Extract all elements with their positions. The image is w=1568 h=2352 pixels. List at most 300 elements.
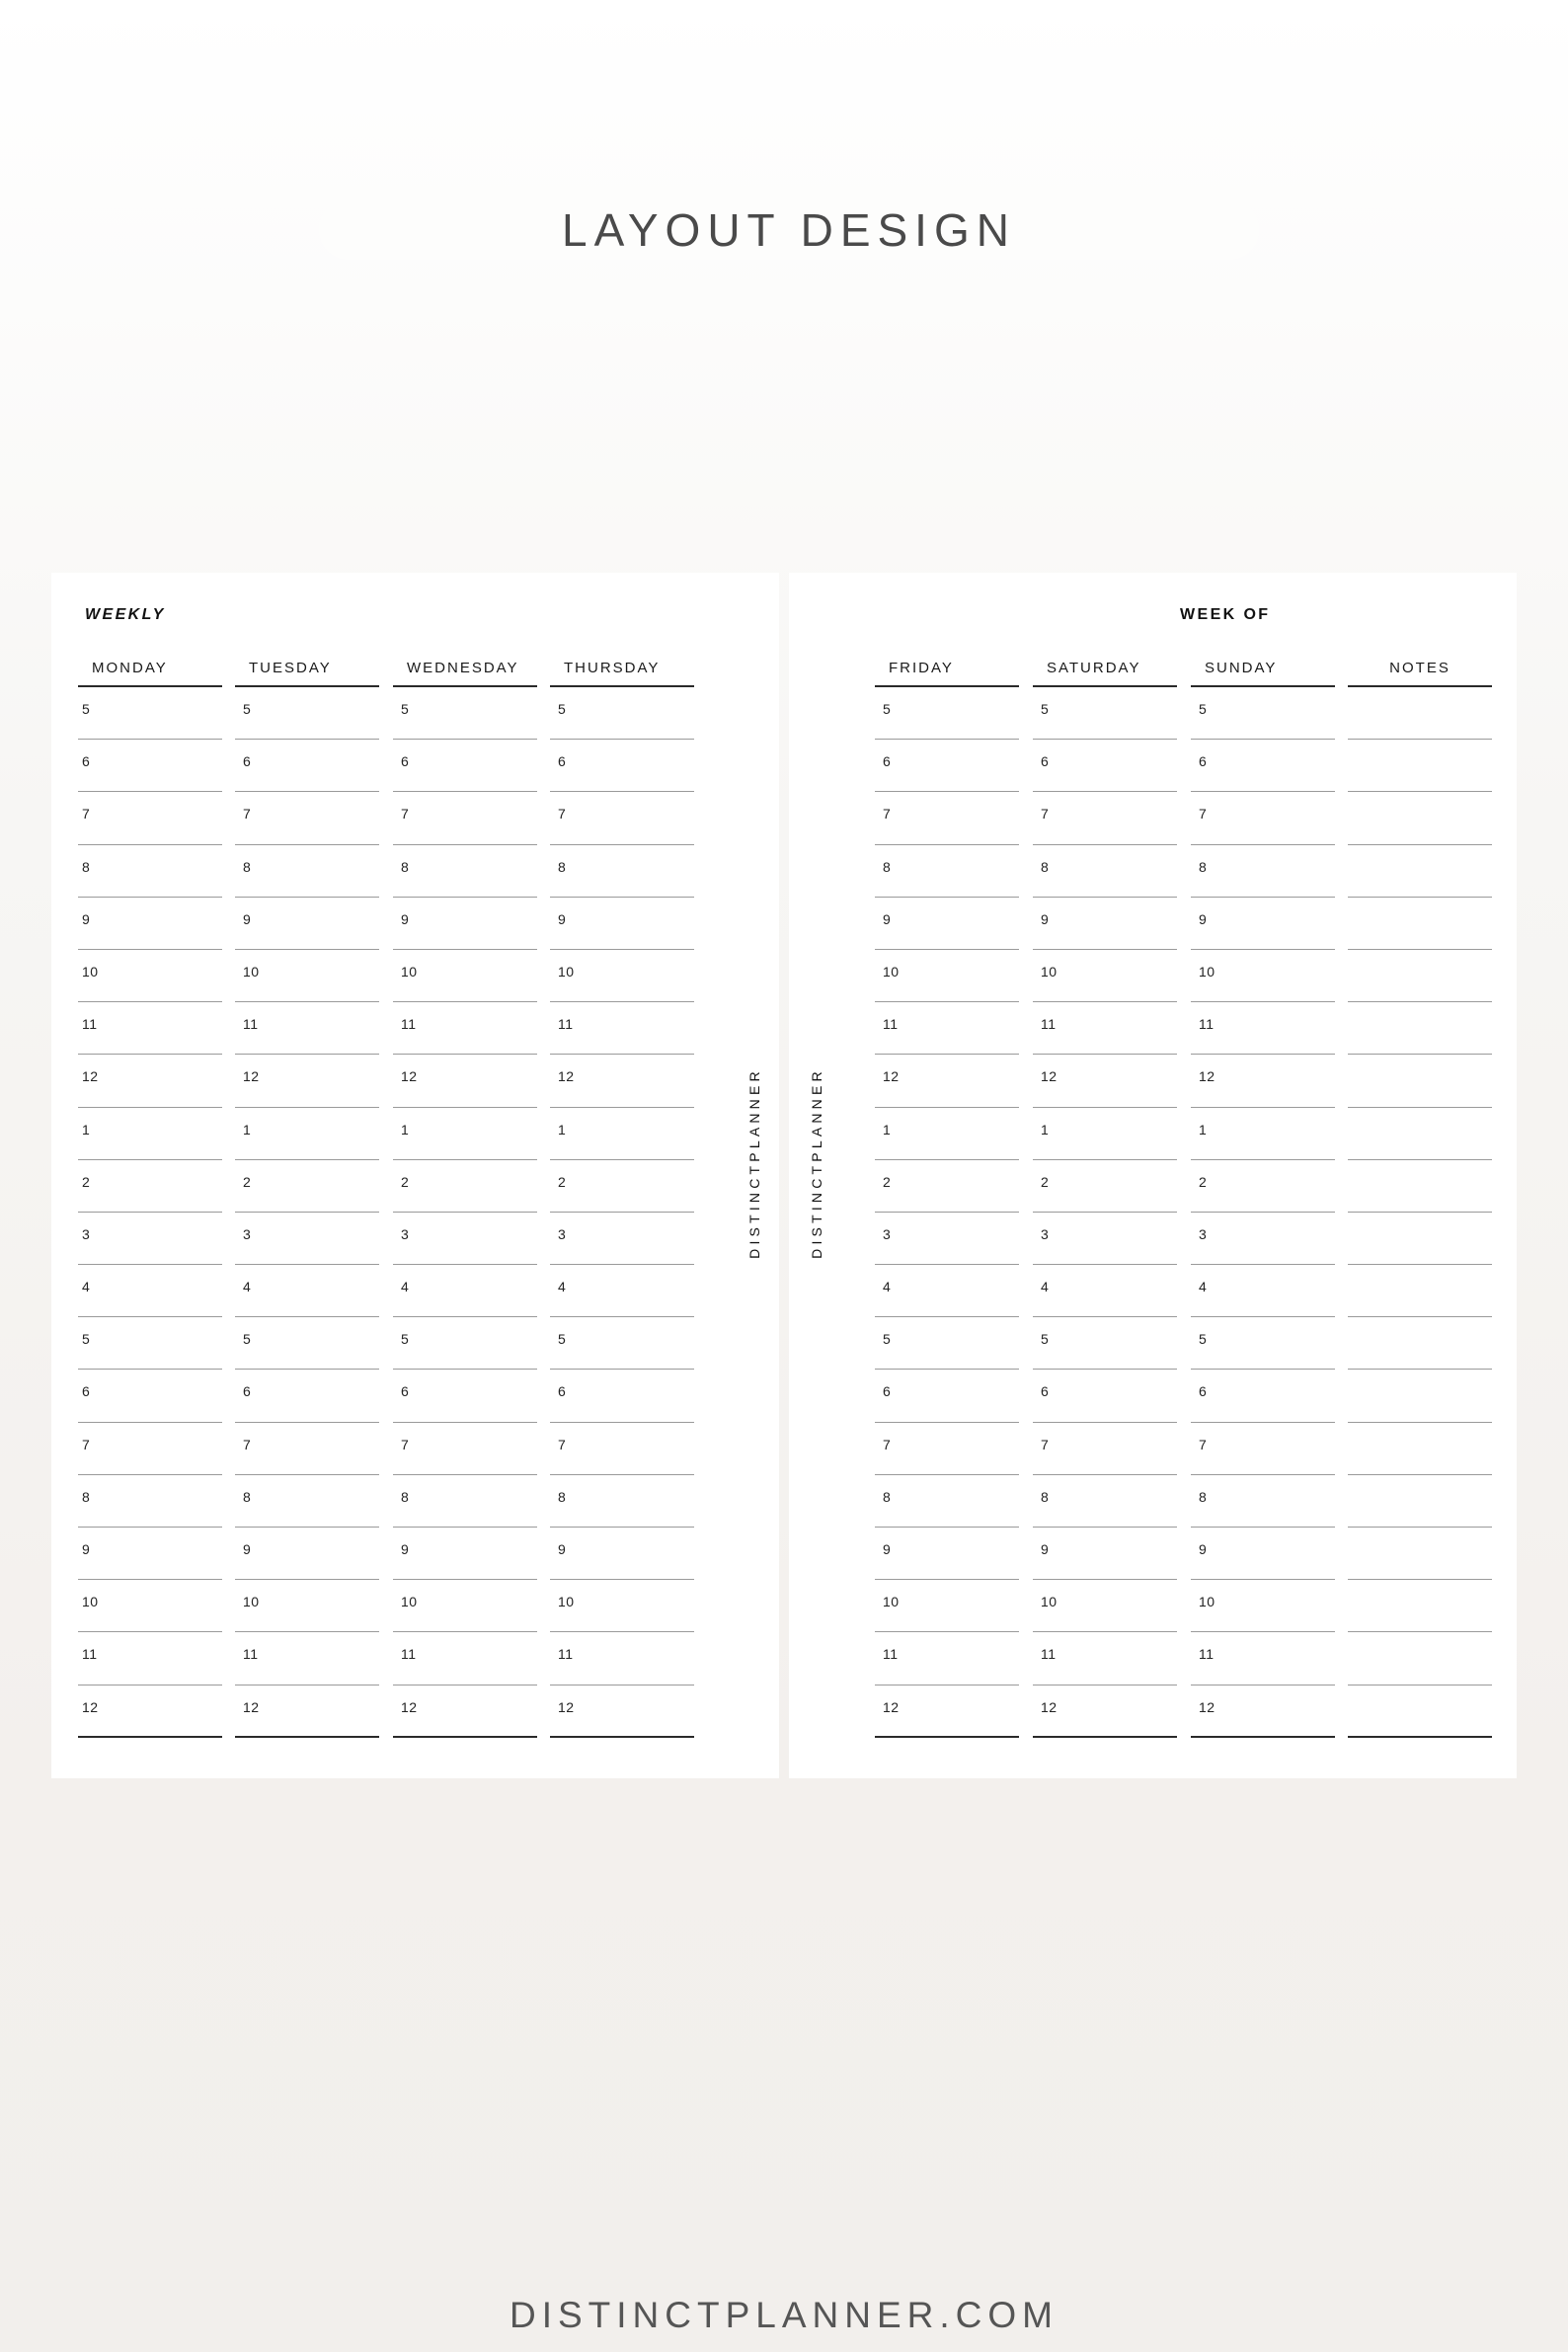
hour-label: 11 [883, 1646, 899, 1663]
hour-row [550, 1423, 694, 1475]
hour-label: 8 [243, 858, 252, 875]
hour-label: 6 [82, 1383, 91, 1400]
hour-label: 1 [82, 1121, 91, 1137]
hour-row [1033, 1265, 1177, 1317]
hour-row [393, 1160, 537, 1213]
hour-label: 2 [883, 1173, 892, 1190]
hour-row [550, 740, 694, 792]
hour-row [1033, 687, 1177, 740]
hour-row [550, 1265, 694, 1317]
hour-row [875, 898, 1019, 950]
hour-list [393, 687, 537, 1738]
hour-label: 12 [883, 1068, 900, 1085]
hour-row [78, 845, 222, 898]
hour-row [875, 1632, 1019, 1685]
hour-row [875, 1002, 1019, 1055]
hour-row [393, 687, 537, 740]
hour-row [1348, 1580, 1492, 1632]
hour-label: 5 [82, 1331, 91, 1348]
hour-label: 5 [883, 1331, 892, 1348]
hour-label: 3 [82, 1225, 91, 1242]
hour-row [1033, 1002, 1177, 1055]
hour-row [550, 1475, 694, 1528]
hour-row [875, 1475, 1019, 1528]
hour-row [393, 1632, 537, 1685]
hour-label: 11 [1199, 1646, 1215, 1663]
hour-row [235, 792, 379, 844]
hour-label: 11 [401, 1646, 417, 1663]
hour-label: 10 [883, 1594, 900, 1610]
hour-row [78, 898, 222, 950]
hour-list [550, 687, 694, 1738]
hour-label: 9 [243, 910, 252, 927]
hour-row [78, 687, 222, 740]
day-header: TUESDAY [235, 660, 379, 687]
hour-row [78, 1528, 222, 1580]
hour-label: 5 [401, 701, 410, 717]
hour-row [393, 950, 537, 1002]
hour-row [1033, 950, 1177, 1002]
hour-row [1033, 898, 1177, 950]
hour-row [393, 898, 537, 950]
footer-website: DISTINCTPLANNER.COM [510, 2295, 1058, 2335]
hour-label: 7 [243, 1436, 252, 1452]
hour-row [1033, 740, 1177, 792]
hour-row [1033, 1686, 1177, 1738]
hour-row [875, 950, 1019, 1002]
hour-row [235, 1632, 379, 1685]
hour-row [393, 1265, 537, 1317]
hour-row [78, 1580, 222, 1632]
hour-row [875, 1265, 1019, 1317]
hour-label: 10 [82, 1594, 99, 1610]
hour-row [1191, 792, 1335, 844]
hour-row [875, 1108, 1019, 1160]
hour-label: 5 [82, 701, 91, 717]
hour-row [1348, 1317, 1492, 1370]
hour-row [393, 1213, 537, 1265]
planner-page-left [51, 573, 779, 1778]
hour-row [235, 845, 379, 898]
hour-label: 11 [82, 1646, 98, 1663]
hour-row [875, 1317, 1019, 1370]
hour-row [1348, 792, 1492, 844]
hour-row [1033, 845, 1177, 898]
hour-row [78, 792, 222, 844]
hour-row [1191, 1108, 1335, 1160]
hour-label: 2 [1199, 1173, 1208, 1190]
hour-row [235, 950, 379, 1002]
day-header: MONDAY [78, 660, 222, 687]
hour-label: 3 [243, 1225, 252, 1242]
hour-label: 6 [558, 1383, 567, 1400]
hour-label: 10 [82, 963, 99, 980]
hour-row [1191, 1528, 1335, 1580]
hour-row [235, 687, 379, 740]
hour-row [550, 1317, 694, 1370]
hour-row [1191, 898, 1335, 950]
spine-brand-text: DISTINCTPLANNER [809, 1067, 824, 1259]
hour-row [1348, 1370, 1492, 1422]
hour-row [1348, 1160, 1492, 1213]
notes-header: NOTES [1348, 660, 1492, 687]
hour-label: 3 [401, 1225, 410, 1242]
hour-label: 2 [82, 1173, 91, 1190]
hour-row [550, 1370, 694, 1422]
hour-label: 7 [558, 806, 567, 823]
hour-row [1348, 1213, 1492, 1265]
hour-label: 8 [558, 1488, 567, 1505]
hour-label: 1 [1041, 1121, 1050, 1137]
hour-list [235, 687, 379, 1738]
hour-label: 10 [1041, 1594, 1058, 1610]
hour-label: 9 [82, 1541, 91, 1557]
hour-label: 2 [243, 1173, 252, 1190]
hour-label: 7 [1199, 1436, 1208, 1452]
hour-label: 12 [1041, 1068, 1058, 1085]
hour-row [393, 1475, 537, 1528]
hour-label: 5 [401, 1331, 410, 1348]
hour-label: 6 [558, 753, 567, 770]
hour-row [1033, 1160, 1177, 1213]
hour-row [1348, 1475, 1492, 1528]
hour-row [1191, 687, 1335, 740]
hour-label: 4 [401, 1279, 410, 1295]
hour-label: 5 [1199, 701, 1208, 717]
hour-row [875, 1423, 1019, 1475]
hour-label: 1 [401, 1121, 410, 1137]
hour-label: 3 [883, 1225, 892, 1242]
hour-row [78, 1213, 222, 1265]
hour-label: 7 [401, 806, 410, 823]
hour-row [875, 687, 1019, 740]
hour-label: 11 [401, 1016, 417, 1033]
hour-row [1191, 845, 1335, 898]
hour-row [875, 1370, 1019, 1422]
hour-label: 9 [1199, 910, 1208, 927]
hour-label: 7 [82, 1436, 91, 1452]
hour-row [235, 740, 379, 792]
hour-row [550, 1108, 694, 1160]
hour-row [1191, 1213, 1335, 1265]
hour-label: 5 [1199, 1331, 1208, 1348]
notes-column [1348, 660, 1492, 1738]
hour-row [78, 1002, 222, 1055]
hour-label: 11 [243, 1646, 259, 1663]
hour-row [875, 740, 1019, 792]
hour-row [550, 792, 694, 844]
hour-label: 9 [401, 1541, 410, 1557]
hour-label: 9 [1041, 1541, 1050, 1557]
hour-label: 11 [883, 1016, 899, 1033]
notes-lines [1348, 687, 1492, 1738]
hour-row [1191, 1002, 1335, 1055]
hour-row [1033, 1108, 1177, 1160]
hour-row [875, 1213, 1019, 1265]
hour-row [78, 1632, 222, 1685]
day-header: SATURDAY [1033, 660, 1177, 687]
hour-label: 5 [1041, 701, 1050, 717]
hour-row [235, 1317, 379, 1370]
hour-row [78, 950, 222, 1002]
hour-row [875, 1160, 1019, 1213]
hour-label: 11 [243, 1016, 259, 1033]
hour-label: 6 [401, 1383, 410, 1400]
hour-row [235, 1160, 379, 1213]
hour-row [875, 1528, 1019, 1580]
hour-row [235, 1213, 379, 1265]
hour-row [1348, 898, 1492, 950]
hour-list [1033, 687, 1177, 1738]
hour-row [550, 1580, 694, 1632]
hour-label: 8 [558, 858, 567, 875]
hour-row [1191, 1632, 1335, 1685]
hour-label: 5 [883, 701, 892, 717]
hour-row [78, 1055, 222, 1107]
hour-row [393, 1686, 537, 1738]
hour-label: 9 [1199, 1541, 1208, 1557]
hour-row [550, 1213, 694, 1265]
hour-row [1348, 740, 1492, 792]
hour-label: 12 [401, 1068, 418, 1085]
hour-row [1033, 1423, 1177, 1475]
hour-label: 3 [1041, 1225, 1050, 1242]
hour-label: 7 [883, 1436, 892, 1452]
hour-label: 8 [1041, 1488, 1050, 1505]
hour-row [393, 1580, 537, 1632]
hour-label: 4 [558, 1279, 567, 1295]
hour-label: 12 [1199, 1698, 1215, 1715]
hour-label: 5 [243, 1331, 252, 1348]
hour-row [235, 1055, 379, 1107]
day-column-tuesday [235, 660, 379, 1738]
hour-label: 10 [1041, 963, 1058, 980]
hour-row [235, 1370, 379, 1422]
hour-label: 6 [883, 1383, 892, 1400]
hour-row [1348, 1528, 1492, 1580]
hour-row [1033, 1055, 1177, 1107]
hour-row [235, 1002, 379, 1055]
hour-label: 8 [82, 858, 91, 875]
hour-label: 11 [558, 1646, 574, 1663]
hour-row [875, 1580, 1019, 1632]
page-title: LAYOUT DESIGN [562, 203, 1016, 256]
hour-label: 12 [558, 1698, 575, 1715]
hour-row [550, 1055, 694, 1107]
hour-row [1348, 845, 1492, 898]
hour-row [550, 1528, 694, 1580]
hour-row [550, 687, 694, 740]
hour-label: 11 [1041, 1016, 1057, 1033]
hour-row [393, 1370, 537, 1422]
hour-label: 7 [1199, 806, 1208, 823]
hour-row [1033, 1370, 1177, 1422]
hour-row [1191, 740, 1335, 792]
hour-row [1033, 1632, 1177, 1685]
hour-row [550, 845, 694, 898]
hour-label: 7 [1041, 1436, 1050, 1452]
hour-label: 4 [883, 1279, 892, 1295]
hour-label: 9 [1041, 910, 1050, 927]
hour-row [1191, 1686, 1335, 1738]
hour-row [875, 1055, 1019, 1107]
hour-label: 11 [1199, 1016, 1215, 1033]
hour-label: 12 [1041, 1698, 1058, 1715]
hour-label: 12 [82, 1068, 99, 1085]
hour-label: 3 [1199, 1225, 1208, 1242]
hour-row [1033, 1580, 1177, 1632]
hour-label: 12 [243, 1698, 260, 1715]
hour-row [1033, 1317, 1177, 1370]
hour-list [1191, 687, 1335, 1738]
hour-row [1348, 1686, 1492, 1738]
hour-label: 6 [883, 753, 892, 770]
hour-row [78, 1475, 222, 1528]
hour-row [1348, 1265, 1492, 1317]
hour-label: 9 [883, 1541, 892, 1557]
hour-label: 9 [243, 1541, 252, 1557]
hour-row [1033, 1475, 1177, 1528]
hour-row [1348, 1055, 1492, 1107]
hour-row [78, 1265, 222, 1317]
hour-label: 3 [558, 1225, 567, 1242]
week-of-label: WEEK OF [1180, 606, 1271, 623]
hour-row [235, 1686, 379, 1738]
hour-row [1033, 792, 1177, 844]
header-banner [319, 199, 1259, 260]
hour-label: 12 [558, 1068, 575, 1085]
hour-label: 6 [82, 753, 91, 770]
hour-label: 8 [883, 858, 892, 875]
hour-row [393, 845, 537, 898]
hour-label: 10 [401, 1594, 418, 1610]
hour-row [78, 1686, 222, 1738]
hour-label: 5 [243, 701, 252, 717]
hour-row [1191, 950, 1335, 1002]
hour-label: 4 [243, 1279, 252, 1295]
hour-row [1191, 1265, 1335, 1317]
hour-label: 8 [82, 1488, 91, 1505]
day-column-thursday [550, 660, 694, 1738]
hour-label: 10 [1199, 1594, 1215, 1610]
hour-label: 1 [558, 1121, 567, 1137]
hour-label: 10 [558, 963, 575, 980]
hour-label: 8 [401, 858, 410, 875]
hour-row [393, 1108, 537, 1160]
hour-row [235, 1528, 379, 1580]
hour-row [1191, 1370, 1335, 1422]
hour-label: 10 [1199, 963, 1215, 980]
hour-label: 12 [1199, 1068, 1215, 1085]
hour-row [235, 1580, 379, 1632]
hour-label: 12 [243, 1068, 260, 1085]
hour-label: 11 [1041, 1646, 1057, 1663]
hour-label: 11 [82, 1016, 98, 1033]
hour-row [393, 1002, 537, 1055]
hour-row [1191, 1055, 1335, 1107]
hour-row [1191, 1160, 1335, 1213]
day-column-monday [78, 660, 222, 1738]
hour-row [78, 1108, 222, 1160]
hour-label: 8 [243, 1488, 252, 1505]
hour-label: 7 [883, 806, 892, 823]
hour-row [1191, 1580, 1335, 1632]
hour-row [78, 1423, 222, 1475]
hour-row [393, 740, 537, 792]
hour-label: 6 [1199, 1383, 1208, 1400]
hour-row [393, 1055, 537, 1107]
hour-label: 6 [243, 753, 252, 770]
hour-row [1348, 950, 1492, 1002]
hour-row [875, 792, 1019, 844]
hour-row [1348, 1108, 1492, 1160]
hour-row [78, 1160, 222, 1213]
hour-row [393, 792, 537, 844]
hour-label: 4 [82, 1279, 91, 1295]
hour-row [1348, 1632, 1492, 1685]
hour-label: 5 [1041, 1331, 1050, 1348]
hour-row [550, 1632, 694, 1685]
hour-label: 6 [1199, 753, 1208, 770]
hour-row [1348, 687, 1492, 740]
hour-label: 4 [1199, 1279, 1208, 1295]
hour-row [550, 950, 694, 1002]
hour-row [1033, 1528, 1177, 1580]
hour-row [1191, 1423, 1335, 1475]
hour-row [875, 845, 1019, 898]
day-column-wednesday [393, 660, 537, 1738]
hour-label: 10 [243, 1594, 260, 1610]
hour-label: 6 [1041, 753, 1050, 770]
hour-row [550, 1160, 694, 1213]
hour-row [78, 740, 222, 792]
planner-page-right [789, 573, 1517, 1778]
hour-label: 5 [558, 1331, 567, 1348]
hour-label: 10 [401, 963, 418, 980]
hour-row [393, 1317, 537, 1370]
hour-label: 8 [401, 1488, 410, 1505]
day-column-saturday [1033, 660, 1177, 1738]
hour-label: 5 [558, 701, 567, 717]
day-header: SUNDAY [1191, 660, 1335, 687]
hour-row [235, 898, 379, 950]
day-header: THURSDAY [550, 660, 694, 687]
hour-label: 6 [401, 753, 410, 770]
hour-label: 9 [558, 1541, 567, 1557]
hour-row [235, 1475, 379, 1528]
hour-row [235, 1265, 379, 1317]
hour-row [78, 1317, 222, 1370]
hour-label: 7 [558, 1436, 567, 1452]
spine-brand-text: DISTINCTPLANNER [746, 1067, 762, 1259]
hour-row [550, 898, 694, 950]
hour-label: 7 [401, 1436, 410, 1452]
day-column-sunday [1191, 660, 1335, 1738]
hour-list [78, 687, 222, 1738]
day-header: WEDNESDAY [393, 660, 537, 687]
hour-list [875, 687, 1019, 1738]
hour-row [550, 1002, 694, 1055]
hour-label: 8 [1199, 858, 1208, 875]
hour-label: 9 [883, 910, 892, 927]
hour-label: 12 [883, 1698, 900, 1715]
hour-row [875, 1686, 1019, 1738]
hour-row [1033, 1213, 1177, 1265]
hour-label: 9 [82, 910, 91, 927]
hour-row [1348, 1002, 1492, 1055]
hour-label: 10 [243, 963, 260, 980]
hour-row [78, 1370, 222, 1422]
